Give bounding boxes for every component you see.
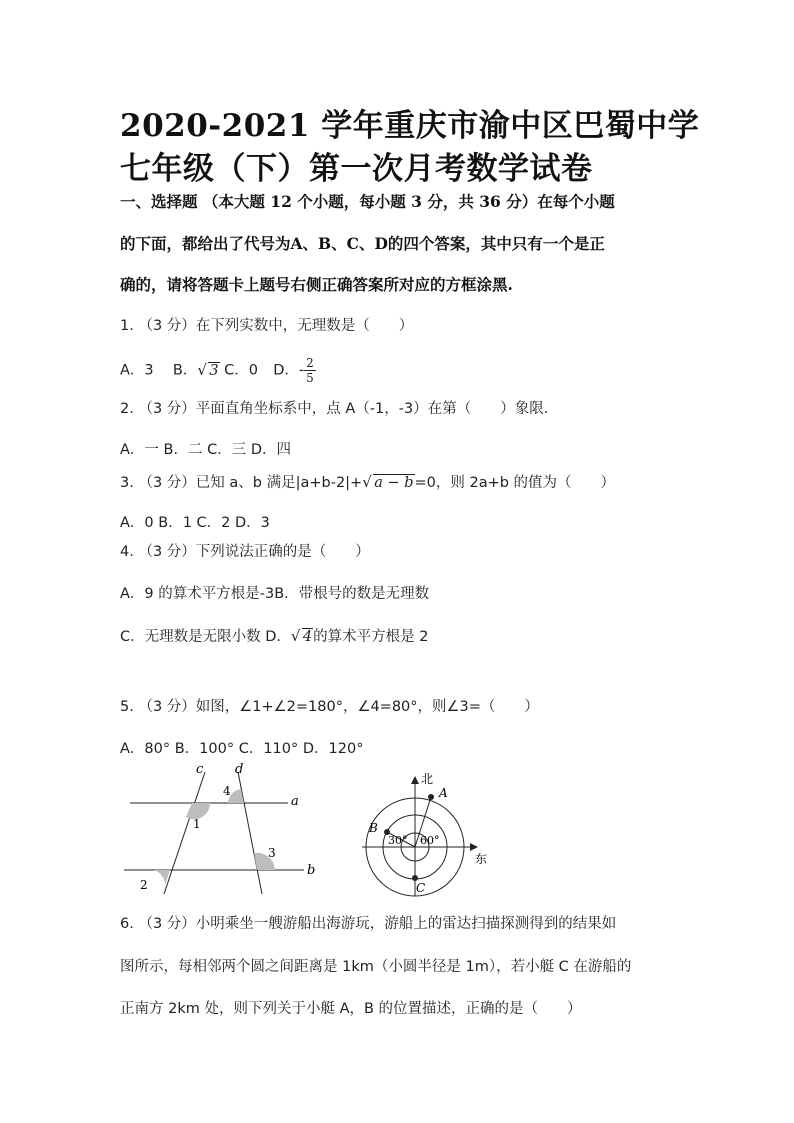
radar-figure bbox=[350, 770, 500, 900]
q1-fraction-numerator: 2 bbox=[306, 356, 314, 370]
label-c: c bbox=[196, 762, 204, 777]
q3-stem-post: =0，则 2a+b 的值为（ ） bbox=[414, 475, 616, 491]
question-1-stem: 1. （3 分）在下列实数中，无理数是（ ） bbox=[120, 318, 414, 334]
angle-1-label: 1 bbox=[193, 817, 201, 831]
sqrt-icon bbox=[362, 475, 414, 491]
east-label: 东 bbox=[475, 852, 488, 866]
q1-option-b-label: B． bbox=[172, 362, 198, 379]
question-4-options-cd bbox=[120, 625, 428, 646]
angle-2-label: 2 bbox=[140, 878, 148, 892]
label-b: b bbox=[307, 863, 316, 878]
question-3-stem bbox=[120, 471, 615, 492]
question-2-options: A．一 B．二 C．三 D．四 bbox=[120, 442, 291, 458]
line-c bbox=[164, 772, 205, 894]
question-6-line3: 正南方 2km 处，则下列关于小艇 A，B 的位置描述，正确的是（ ） bbox=[120, 1001, 582, 1017]
q4-radicand: 4 bbox=[302, 629, 313, 645]
question-5-options: A．80° B．100° C．110° D．120° bbox=[120, 741, 364, 757]
angle-3-label: 3 bbox=[268, 846, 276, 860]
angle-4-label: 4 bbox=[223, 784, 231, 798]
question-4-options-ab: A．9 的算术平方根是-3B．带根号的数是无理数 bbox=[120, 586, 430, 602]
q3-radicand: a − b bbox=[374, 475, 414, 491]
q1-option-b-radicand: 3 bbox=[209, 362, 219, 379]
q4-option-d-post: 的算术平方根是 2 bbox=[313, 629, 429, 645]
line-d bbox=[238, 772, 262, 894]
q1-option-d-fraction bbox=[304, 356, 316, 385]
north-arrow-icon bbox=[411, 776, 419, 784]
sqrt-icon bbox=[291, 629, 313, 645]
section-heading-line1: 一、选择题 （本大题 12 个小题，每小题 3 分，共 36 分）在每个小题 bbox=[120, 192, 615, 211]
q1-option-c: C．0 bbox=[224, 362, 259, 379]
angle-60-label: 60° bbox=[420, 834, 440, 847]
q1-option-a: A．3 bbox=[120, 362, 154, 379]
label-a: a bbox=[291, 794, 299, 809]
parallel-lines-figure bbox=[118, 760, 328, 900]
point-a-marker bbox=[428, 794, 434, 800]
north-label: 北 bbox=[421, 772, 434, 786]
q3-stem-pre: 3. （3 分）已知 a、b 满足|a+b-2|+ bbox=[120, 475, 363, 491]
question-2-stem: 2. （3 分）平面直角坐标系中，点 A（-1，-3）在第（ ）象限. bbox=[120, 401, 549, 417]
q1-option-d-label: D．- bbox=[273, 362, 305, 379]
label-d: d bbox=[235, 762, 244, 777]
point-a-label: A bbox=[439, 786, 448, 800]
point-b-label: B bbox=[369, 821, 378, 835]
q4-option-c: C．无理数是无限小数 D． bbox=[120, 629, 291, 645]
page-title-line2: 七年级（下）第一次月考数学试卷 bbox=[120, 151, 593, 187]
angle-30-label: 30° bbox=[388, 834, 408, 847]
point-c-label: C bbox=[416, 881, 426, 895]
question-1-options bbox=[120, 356, 316, 385]
question-6-line2: 图所示，每相邻两个圆之间距离是 1km（小圆半径是 1m），若小艇 C 在游船的 bbox=[120, 959, 632, 975]
east-arrow-icon bbox=[470, 843, 478, 851]
section-heading-line3: 确的，请将答题卡上题号右侧正确答案所对应的方框涂黑. bbox=[120, 275, 513, 294]
question-6-line1: 6. （3 分）小明乘坐一艘游船出海游玩，游船上的雷达扫描探测得到的结果如 bbox=[120, 916, 617, 932]
question-5-stem: 5. （3 分）如图，∠1+∠2=180°，∠4=80°，则∠3=（ ） bbox=[120, 699, 539, 715]
question-3-options: A．0 B．1 C．2 D．3 bbox=[120, 515, 270, 531]
q1-fraction-denominator: 5 bbox=[306, 371, 314, 385]
question-4-stem: 4. （3 分）下列说法正确的是（ ） bbox=[120, 544, 370, 560]
sqrt-icon bbox=[197, 363, 219, 379]
section-heading-line2: 的下面，都给出了代号为A、B、C、D的四个答案，其中只有一个是正 bbox=[120, 234, 605, 253]
page-title-line1: 2020-2021 学年重庆市渝中区巴蜀中学 bbox=[120, 108, 700, 144]
